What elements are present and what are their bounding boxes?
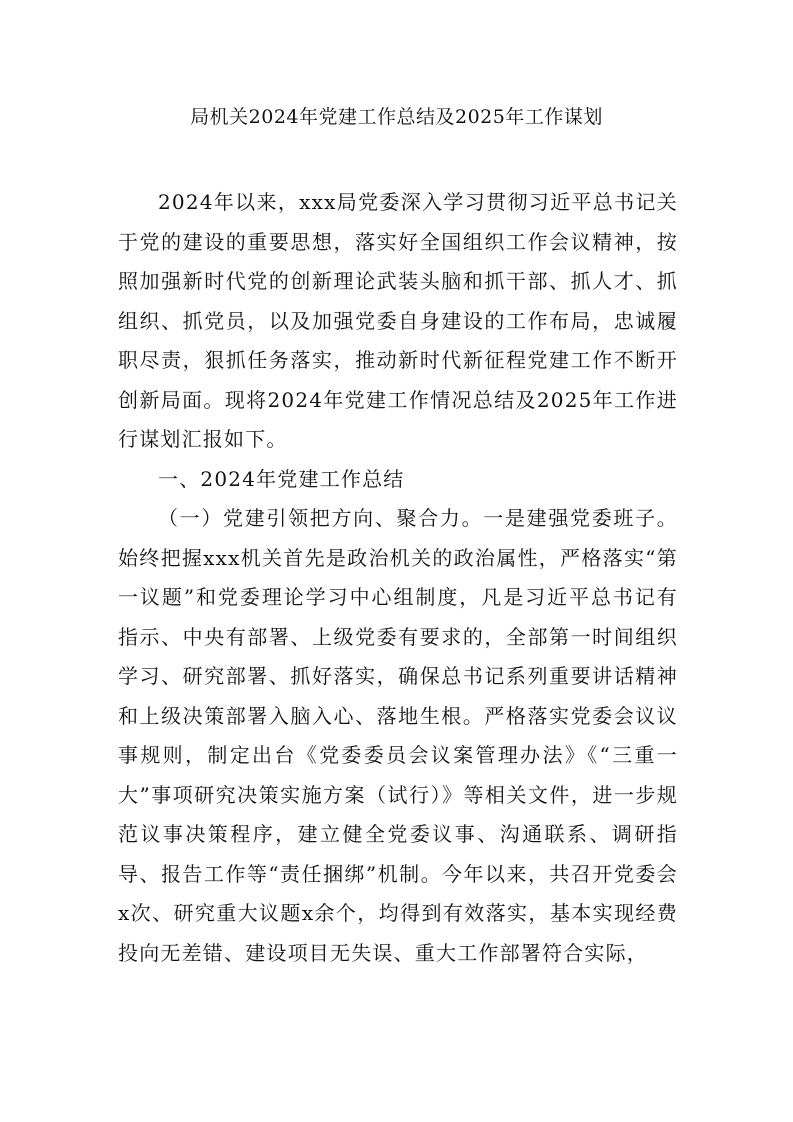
document-title: 局机关2024年党建工作总结及2025年工作谋划: [190, 106, 603, 128]
intro-paragraph: 2024年以来，xxx局党委深入学习贯彻习近平总书记关于党的建设的重要思想，落实好全国组织工作会议精神，按照加强新时代党的创新理论武装头脑和抓干部、抓人才、抓组织、抓党员，以及加强党委自身建设的工作布局，忠诚履职尽责，狠抓任务落实，推动新时代新征程党建工作不断开创新局面。现将2024年党建工作情况总结及2025年工作进行谋划汇报如下。: [118, 190, 678, 451]
document-body: [118, 183, 678, 973]
subsection-paragraph: （一）党建引领把方向、聚合力。一是建强党委班子。始终把握xxx机关首先是政治机关的政治属性，严格落实“第一议题”和党委理论学习中心组制度，凡是习近平总书记有指示、中央有部署、上级党委有要求的，全部第一时间组织学习、研究部署、抓好落实，确保总书记系列重要讲话精神和上级决策部署入脑入心、落地生根。严格落实党委会议议事规则，制定出台《党委委员会议案管理办法》《“三重一大”事项研究决策实施方案（试行）》等相关文件，进一步规范议事决策程序，建立健全党委议事、沟通联系、调研指导、报告工作等“责任捆绑”机制。今年以来，共召开党委会x次、研究重大议题x余个，均得到有效落实，基本实现经费投向无差错、建设项目无失误、重大工作部署符合实际，: [118, 506, 678, 965]
section-heading: 一、2024年党建工作总结: [158, 466, 405, 491]
